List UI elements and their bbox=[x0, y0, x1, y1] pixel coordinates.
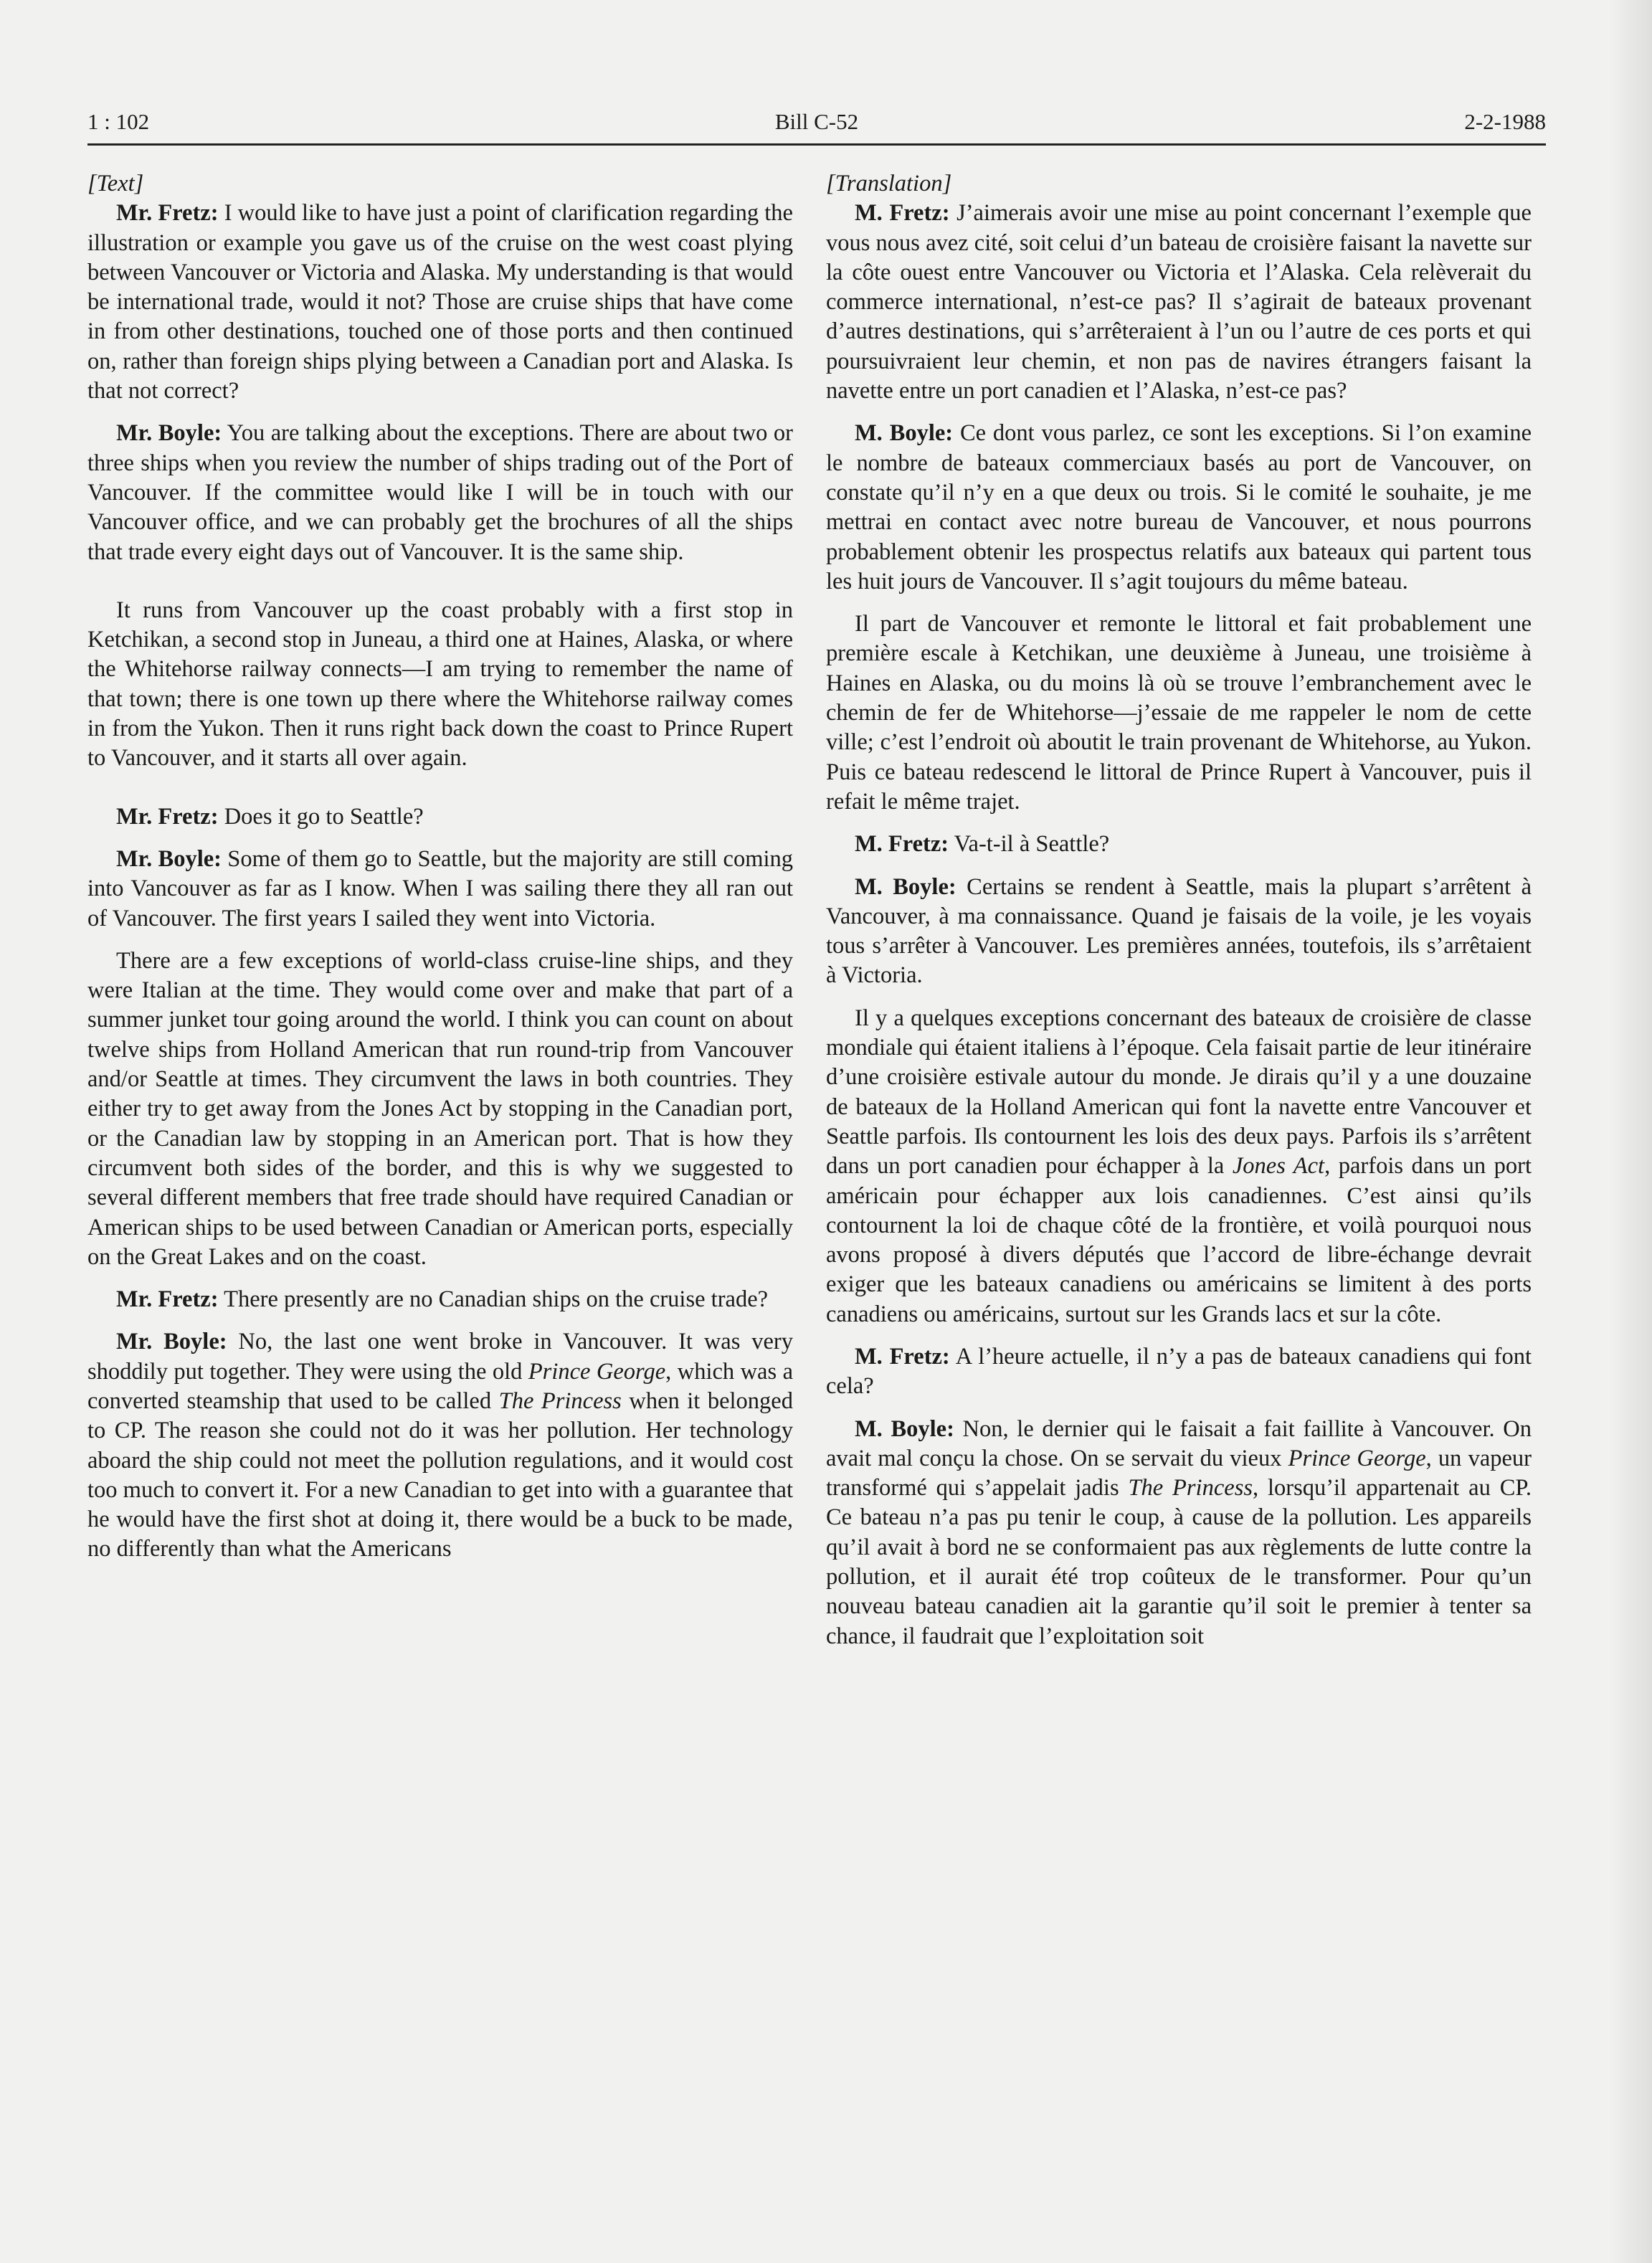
paragraph-text: Does it go to Seattle? bbox=[218, 803, 424, 830]
paragraph bbox=[826, 199, 1532, 406]
speaker-name: Mr. Fretz: bbox=[116, 803, 219, 830]
paragraph-text: Il part de Vancouver et remonte le littoral et fait probablement une première escale à Ketchikan, une deuxième à Juneau, une troisième à Haines en Alaska, ou du moins là où se trouve l’embranchement avec le chemin de fer de Whitehorse—j’essaie de me rappeler le nom de cette ville; c’est l’endroit où aboutit le train provenant de Whitehorse, au Yukon. Puis ce bateau redescend le littoral de Prince Rupert à Vancouver, puis il refait le même trajet. bbox=[826, 611, 1532, 815]
paragraph-text: Non, le dernier qui le faisait a fait faillite à Vancouver. On avait mal conçu la chose. On se servait du vieux bbox=[826, 1415, 1532, 1471]
paragraph bbox=[826, 1415, 1532, 1651]
speaker-name: M. Fretz: bbox=[855, 200, 950, 227]
paragraph-text: There presently are no Canadian ships on the cruise trade? bbox=[218, 1286, 769, 1313]
paragraph bbox=[826, 609, 1532, 817]
paragraph bbox=[826, 830, 1532, 859]
paragraph-text: Il y a quelques exceptions concernant des bateaux de croisière de classe mondiale qui étaient italiens à l’époque. Cela faisait partie de leur itinéraire d’une croisière estivale autour du monde. Je dirais qu’il y a une douzaine de bateaux de la Holland American qui font la navette entre Vancouver et Seattle parfois. Ils contournent les lois des deux pays. Parfois ils s’arrêtent dans un port canadien pour échapper à la bbox=[826, 1005, 1532, 1180]
page-edge-shadow bbox=[1609, 0, 1652, 2263]
paragraph bbox=[826, 873, 1532, 991]
paragraph-text: , which was a converted steamship that used to be called bbox=[87, 1358, 793, 1414]
speaker-name: M. Fretz: bbox=[855, 831, 949, 858]
paragraph bbox=[87, 419, 793, 566]
paragraph-text: Ce dont vous parlez, ce sont les exceptions. Si l’on examine le nombre de bateaux commerciaux basés au port de Vancouver, on constate qu’il n’y en a que deux ou trois. Si le comité le souhaite, je me mettrai en contact avec notre bureau de Vancouver, et nous pourrons probablement obtenir les prospectus relatifs aux bateaux qui partent tous les huit jours de Vancouver. Il s’agit toujours du même bateau. bbox=[826, 420, 1532, 594]
french-column bbox=[826, 169, 1532, 1664]
text-label: [Text] bbox=[87, 171, 144, 196]
paragraph bbox=[87, 845, 793, 934]
header-rule bbox=[87, 143, 1546, 146]
speaker-name: M. Boyle: bbox=[855, 1415, 954, 1442]
ship-name: Prince George bbox=[528, 1358, 666, 1385]
paragraph bbox=[87, 802, 793, 832]
paragraph bbox=[826, 419, 1532, 597]
paragraph-text: J’aimerais avoir une mise au point concernant l’exemple que vous nous avez cité, soit celui d’un bateau de croisière faisant la navette sur la côte ouest entre Vancouver ou Victoria et l’Alaska. Cela relèverait du commerce international, n’est-ce pas? Il s’agirait de bateaux provenant d’autres destinations, qui s’arrêteraient à l’un ou l’autre de ces ports et qui poursuivraient leur chemin, et non pas de navires étrangers faisant la navette entre un port canadien et l’Alaska, n’est-ce pas? bbox=[826, 200, 1532, 404]
paragraph-text: , parfois dans un port américain pour échapper aux lois canadiennes. C’est ainsi qu’ils contournent la loi de chaque côté de la frontière, et voilà pourquoi nous avons proposé à divers députés que l’accord de libre-échange devrait exiger que les bateaux canadiens ou américains se limitent à des ports canadiens ou américains, surtout sur les Grands lacs et sur la côte. bbox=[826, 1153, 1532, 1327]
translation-label: [Translation] bbox=[826, 171, 952, 196]
paragraph-text: Va-t-il à Seattle? bbox=[949, 831, 1110, 858]
paragraph-text: when it belonged to CP. The reason she could not do it was her pollution. Her technology aboard the ship could not meet the pollution regulations, and it would cost too much to convert it. For a new Canadian to get into with a guarantee that he would have the first shot at doing it, there would be a buck to be made, no differently than what the Americans bbox=[87, 1387, 793, 1562]
paragraph-text: You are talking about the exceptions. There are about two or three ships when you review the number of ships trading out of the Port of Vancouver. If the committee would like I will be in touch with our Vancouver office, and we can probably get the brochures of all the ships that trade every eight days out of Vancouver. It is the same ship. bbox=[87, 420, 793, 565]
speaker-name: M. Boyle: bbox=[855, 420, 954, 447]
paragraph-text: Certains se rendent à Seattle, mais la plupart s’arrêtent à Vancouver, à ma connaissance. Quand je faisais de la voile, je les voyais tous s’arrêter à Vancouver. Les premières années, toutefois, ils s’arrêtaient à Victoria. bbox=[826, 873, 1532, 989]
page-header bbox=[87, 109, 1546, 146]
paragraph bbox=[826, 1342, 1532, 1402]
speaker-name: Mr. Fretz: bbox=[116, 1286, 219, 1313]
bill-title: Bill C-52 bbox=[774, 109, 859, 134]
ship-name: The Princess bbox=[1128, 1475, 1253, 1501]
speaker-name: Mr. Fretz: bbox=[116, 200, 219, 227]
header-date: 2-2-1988 bbox=[1464, 109, 1546, 134]
paragraph-text: It runs from Vancouver up the coast probably with a first stop in Ketchikan, a second stop in Juneau, a third one at Haines, Alaska, or where the Whitehorse railway connects—I am trying to remember the name of that town; there is one town up there where the Whitehorse railway comes in from the Yukon. Then it runs right back down the coast to Prince Rupert to Vancouver, and it starts all over again. bbox=[87, 597, 793, 772]
paragraph bbox=[87, 199, 793, 406]
paragraph-text: A l’heure actuelle, il n’y a pas de bateaux canadiens qui font cela? bbox=[826, 1343, 1532, 1400]
speaker-name: M. Boyle: bbox=[855, 873, 956, 900]
paragraph-text: , un vapeur transformé qui s’appelait jadis bbox=[826, 1445, 1532, 1501]
paragraph bbox=[87, 596, 793, 774]
speaker-name: M. Fretz: bbox=[855, 1343, 950, 1370]
paragraph bbox=[87, 1285, 793, 1314]
paragraph-text: There are a few exceptions of world-class cruise-line ships, and they were Italian at the time. They would come over and make that part of a summer junket tour going around the world. I think you can count on about twelve ships from Holland American that run round-trip from Vancouver and/or Seattle at times. They circumvent the laws in both countries. They either try to get away from the Jones Act by stopping in the Canadian port, or the Canadian law by stopping in an American port. That is how they circumvent both sides of the border, and this is why we suggested to several different members that free trade should have required Canadian or American ships to be used between Canadian or American ports, especially on the Great Lakes and on the coast. bbox=[87, 947, 793, 1270]
paragraph-text: Some of them go to Seattle, but the majority are still coming into Vancouver as far as I know. When I was sailing there they all ran out of Vancouver. The first years I sailed they went into Victoria. bbox=[87, 845, 794, 931]
paragraph-text: I would like to have just a point of clarification regarding the illustration or example you gave us of the cruise on the west coast plying between Vancouver or Victoria and Alaska. My understanding is that would be international trade, would it not? Those are cruise ships that have come in from other destinations, touched one of those ports and then continued on, rather than foreign ships plying between a Canadian port and Alaska. Is that not correct? bbox=[87, 200, 793, 404]
speaker-name: Mr. Boyle: bbox=[116, 845, 222, 872]
paragraph bbox=[87, 947, 793, 1272]
speaker-name: Mr. Boyle: bbox=[116, 1329, 227, 1355]
speaker-name: Mr. Boyle: bbox=[116, 420, 222, 447]
ship-name: The Princess bbox=[498, 1387, 622, 1414]
page-number: 1 : 102 bbox=[87, 109, 150, 134]
paragraph-text: , lorsqu’il appartenait au CP. Ce bateau n’a pas pu tenir le coup, à cause de la pollution. Les appareils qu’il avait à bord ne se conformaient pas aux règlements de lutte contre la pollution, et il aurait été trop coûteux de le transformer. Pour qu’un nouveau bateau canadien ait la garantie qu’il soit le premier à tenter sa chance, il faudrait que l’exploitation soit bbox=[826, 1475, 1532, 1649]
paragraph bbox=[87, 1327, 793, 1564]
law-name: Jones Act bbox=[1232, 1153, 1325, 1180]
english-column bbox=[87, 169, 793, 1578]
paragraph-text: No, the last one went broke in Vancouver. It was very shoddily put together. They were using the old bbox=[87, 1329, 793, 1385]
ship-name: Prince George bbox=[1288, 1445, 1426, 1471]
paragraph bbox=[826, 1004, 1532, 1329]
